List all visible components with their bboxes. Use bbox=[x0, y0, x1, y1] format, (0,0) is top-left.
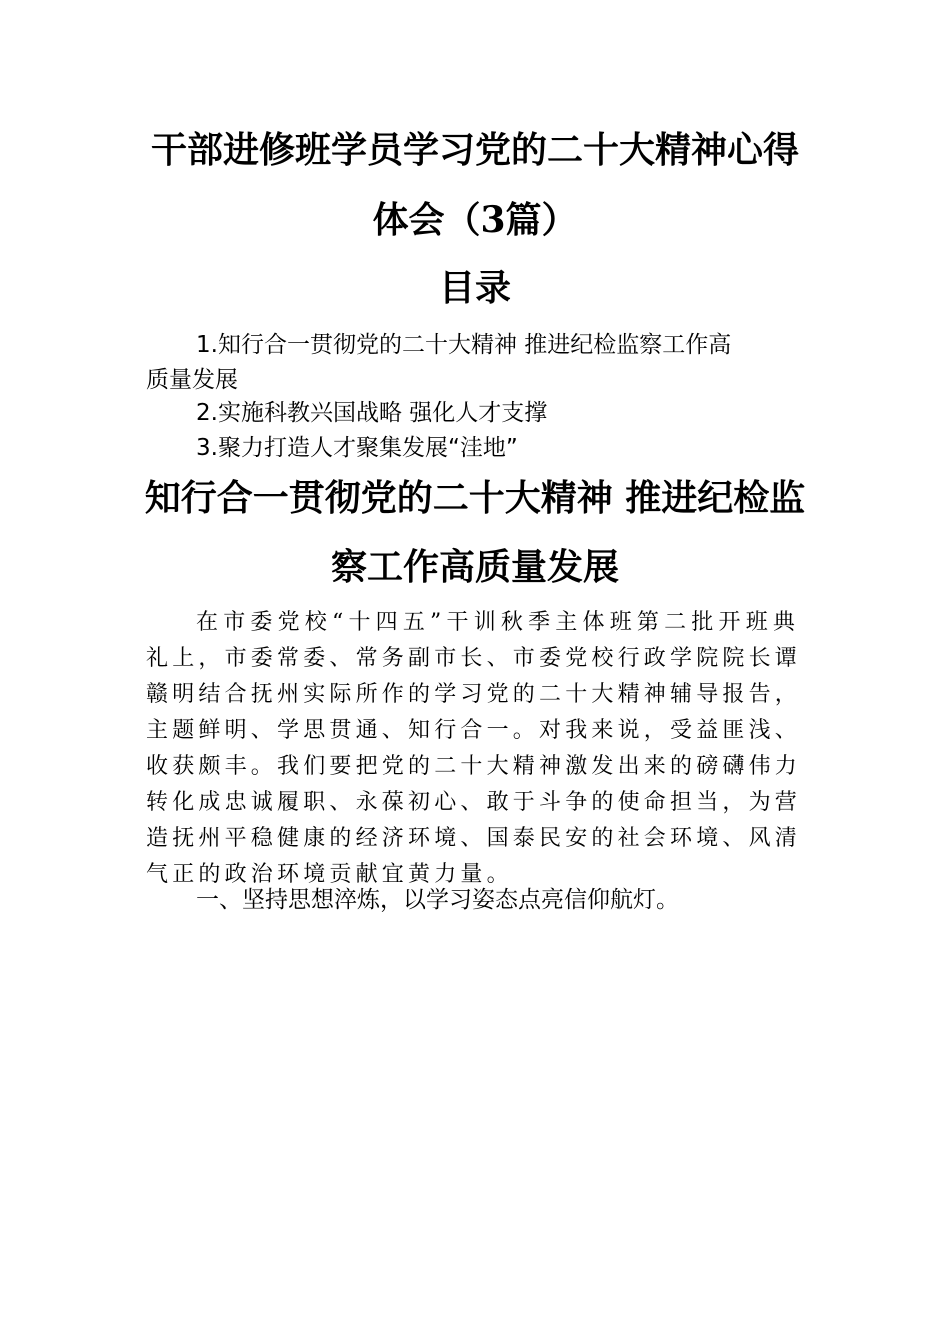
section-heading: 一、坚持思想淬炼，以学习姿态点亮信仰航灯。 bbox=[196, 887, 679, 913]
paragraph-line: 造抚州平稳健康的经济环境、国泰民安的社会环境、风清 bbox=[146, 826, 802, 851]
toc-item-3: 3.聚力打造人才聚集发展“洼地” bbox=[196, 435, 518, 461]
toc-item-1: 1.知行合一贯彻党的二十大精神 推进纪检监察工作高 bbox=[196, 332, 732, 358]
paragraph-line: 转化成忠诚履职、永葆初心、敢于斗争的使命担当，为营 bbox=[146, 790, 802, 815]
toc-item-1-continued: 质量发展 bbox=[146, 367, 238, 393]
toc-heading: 目录 bbox=[438, 267, 511, 309]
paragraph-line: 在市委党校“十四五”干训秋季主体班第二批开班典 bbox=[196, 610, 801, 635]
paragraph-line: 礼上，市委常委、常务副市长、市委党校行政学院院长谭 bbox=[146, 646, 802, 671]
document-title: 干部进修班学员学习党的二十大精神心得 bbox=[150, 129, 799, 171]
toc-item-2: 2.实施科教兴国战略 强化人才支撑 bbox=[196, 400, 548, 426]
paragraph-line: 主题鲜明、学思贯通、知行合一。对我来说，受益匪浅、 bbox=[146, 718, 802, 743]
paragraph-line: 赣明结合抚州实际所作的学习党的二十大精神辅导报告， bbox=[146, 682, 802, 707]
article-title: 知行合一贯彻党的二十大精神 推进纪检监 bbox=[144, 477, 806, 519]
document-title-continued: 体会（3篇） bbox=[372, 199, 578, 241]
article-title-continued: 察工作高质量发展 bbox=[330, 546, 619, 588]
paragraph-line: 气正的政治环境贡献宜黄力量。 bbox=[146, 862, 513, 887]
paragraph-line: 收获颇丰。我们要把党的二十大精神激发出来的磅礴伟力 bbox=[146, 754, 802, 779]
